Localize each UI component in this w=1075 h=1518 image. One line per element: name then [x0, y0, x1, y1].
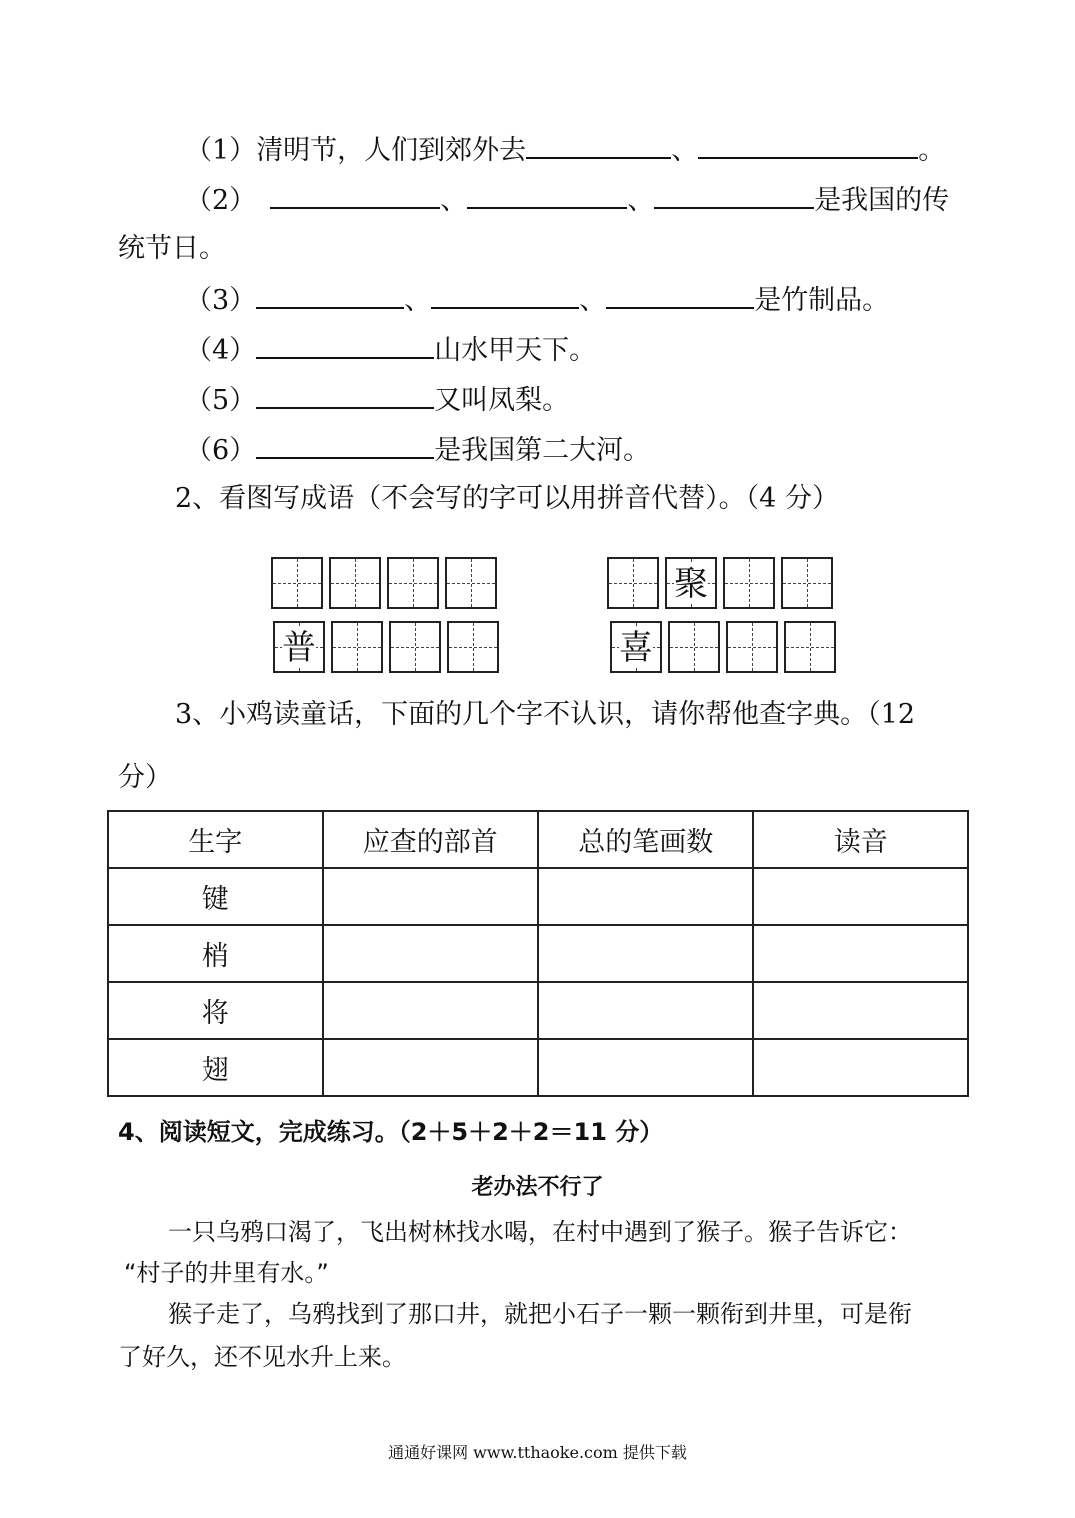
answer-blank[interactable]: [526, 131, 671, 159]
idiom-cell[interactable]: [389, 621, 441, 673]
table-row: [108, 1039, 968, 1096]
answer-cell[interactable]: [538, 925, 753, 982]
idiom-cell[interactable]: 喜: [610, 621, 662, 673]
idiom-grid-2-row-2: [610, 621, 836, 673]
dictionary-table: [107, 810, 969, 1097]
separator: 、: [404, 285, 432, 316]
separator: 、: [671, 135, 699, 166]
character-cell: 梢: [108, 925, 323, 982]
answer-blank[interactable]: [431, 281, 579, 309]
idiom-cell[interactable]: 普: [273, 621, 325, 673]
q4-title: 4、阅读短文，完成练习。（2＋5＋2＋2＝11 分）: [118, 1118, 664, 1146]
story-paragraph-1-line-1: 一只乌鸦口渴了，飞出树林找水喝，在村中遇到了猴子。猴子告诉它：: [168, 1218, 912, 1246]
character-cell: 翅: [108, 1039, 323, 1096]
idiom-grid-1-row-1: [271, 557, 497, 609]
column-header: 生字: [108, 811, 323, 868]
answer-cell[interactable]: [753, 925, 968, 982]
q1-item-3: [185, 281, 889, 319]
table-row: [108, 868, 968, 925]
q1-item-2-cont: 统节日。: [118, 233, 226, 264]
answer-cell[interactable]: [538, 1039, 753, 1096]
q3-title-cont: 分）: [118, 762, 172, 793]
item-text: 清明节，人们到郊外去: [256, 135, 527, 166]
item-end: 是我国第二大河。: [434, 435, 651, 466]
item-end: 山水甲天下。: [434, 335, 597, 366]
character-cell: 键: [108, 868, 323, 925]
column-header: 总的笔画数: [538, 811, 753, 868]
table-row: [108, 982, 968, 1039]
answer-cell[interactable]: [753, 982, 968, 1039]
answer-blank[interactable]: [654, 181, 814, 209]
idiom-grid-2-row-1: [607, 557, 833, 609]
item-end: 是我国的传: [814, 185, 950, 216]
answer-cell[interactable]: [753, 868, 968, 925]
item-number: （5）: [185, 385, 257, 416]
answer-blank[interactable]: [698, 131, 918, 159]
column-header: 应查的部首: [323, 811, 538, 868]
answer-cell[interactable]: [538, 868, 753, 925]
column-header: 读音: [753, 811, 968, 868]
idiom-cell[interactable]: [726, 621, 778, 673]
q1-item-6: [185, 431, 650, 469]
item-end: 是竹制品。: [754, 285, 890, 316]
separator: 、: [627, 185, 655, 216]
idiom-cell[interactable]: [781, 557, 833, 609]
answer-blank[interactable]: [256, 381, 434, 409]
q3-title: 3、小鸡读童话，下面的几个字不认识，请你帮他查字典。（12: [175, 699, 916, 730]
answer-cell[interactable]: [323, 925, 538, 982]
character-cell: 将: [108, 982, 323, 1039]
item-number: （3）: [185, 285, 257, 316]
table-header-row: [108, 811, 968, 868]
answer-blank[interactable]: [467, 181, 627, 209]
item-number: （1）: [185, 135, 257, 166]
answer-cell[interactable]: [538, 982, 753, 1039]
idiom-cell[interactable]: [668, 621, 720, 673]
story-title: 老办法不行了: [471, 1175, 604, 1200]
idiom-cell[interactable]: [271, 557, 323, 609]
answer-cell[interactable]: [753, 1039, 968, 1096]
item-number: （4）: [185, 335, 257, 366]
answer-blank[interactable]: [256, 281, 404, 309]
idiom-cell[interactable]: [331, 621, 383, 673]
idiom-cell[interactable]: [445, 557, 497, 609]
answer-blank[interactable]: [256, 331, 434, 359]
q1-item-5: [185, 381, 569, 419]
page-footer: 通通好课网 www.tthaoke.com 提供下载: [388, 1443, 687, 1462]
answer-cell[interactable]: [323, 868, 538, 925]
idiom-cell[interactable]: 聚: [665, 557, 717, 609]
item-number: （2）: [185, 185, 257, 216]
q1-item-4: [185, 331, 596, 369]
q1-item-2: [185, 181, 949, 219]
idiom-cell[interactable]: [723, 557, 775, 609]
answer-blank[interactable]: [256, 431, 434, 459]
separator: 、: [579, 285, 607, 316]
q1-item-1: [185, 131, 945, 169]
answer-cell[interactable]: [323, 1039, 538, 1096]
item-number: （6）: [185, 435, 257, 466]
story-paragraph-2-line-1: 猴子走了，乌鸦找到了那口井，就把小石子一颗一颗衔到井里，可是衔: [168, 1300, 912, 1328]
item-end: 又叫凤梨。: [434, 385, 570, 416]
idiom-cell[interactable]: [387, 557, 439, 609]
story-paragraph-2-line-2: 了好久，还不见水升上来。: [118, 1343, 406, 1371]
answer-blank[interactable]: [606, 281, 754, 309]
story-paragraph-1-line-2: “村子的井里有水。”: [124, 1259, 329, 1287]
q2-title: 2、看图写成语（不会写的字可以用拼音代替）。（4 分）: [175, 483, 839, 514]
answer-cell[interactable]: [323, 982, 538, 1039]
idiom-cell[interactable]: [447, 621, 499, 673]
idiom-cell[interactable]: [784, 621, 836, 673]
idiom-cell[interactable]: [607, 557, 659, 609]
idiom-cell[interactable]: [329, 557, 381, 609]
item-end: 。: [918, 135, 946, 166]
separator: 、: [440, 185, 468, 216]
answer-blank[interactable]: [270, 181, 440, 209]
idiom-grid-1-row-2: [273, 621, 499, 673]
table-row: [108, 925, 968, 982]
